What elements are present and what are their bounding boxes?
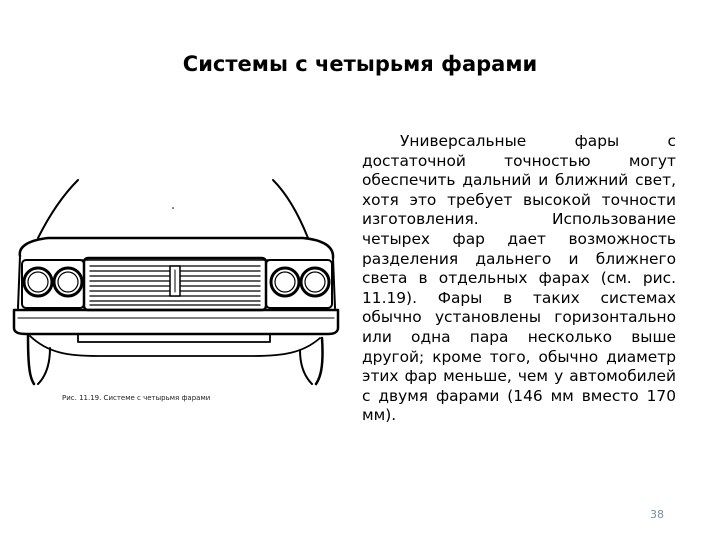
slide-title: Системы с четырьмя фарами bbox=[182, 52, 538, 76]
car-front-illustration bbox=[8, 178, 343, 418]
figure-caption: Рис. 11.19. Системе с четырьмя фарами bbox=[62, 394, 211, 402]
car-front-four-headlights-icon bbox=[8, 178, 343, 418]
page-number: 38 bbox=[650, 508, 664, 521]
body-paragraph: Универсальные фары с достаточной точностью могут обеспечить дальний и ближний свет, хотя это требует высокой точности изготовления. Использование четырех фар дает возможность разделения дальнего и ближнего света в отдельных фарах (см. рис. 11.19). Фары в таких системах обычно установлены горизонтально или одна пара несколько выше другой; кроме того, обычно диаметр этих фар меньше, чем у автомобилей с двумя фарами (146 мм вместо 170 мм). bbox=[362, 132, 676, 425]
